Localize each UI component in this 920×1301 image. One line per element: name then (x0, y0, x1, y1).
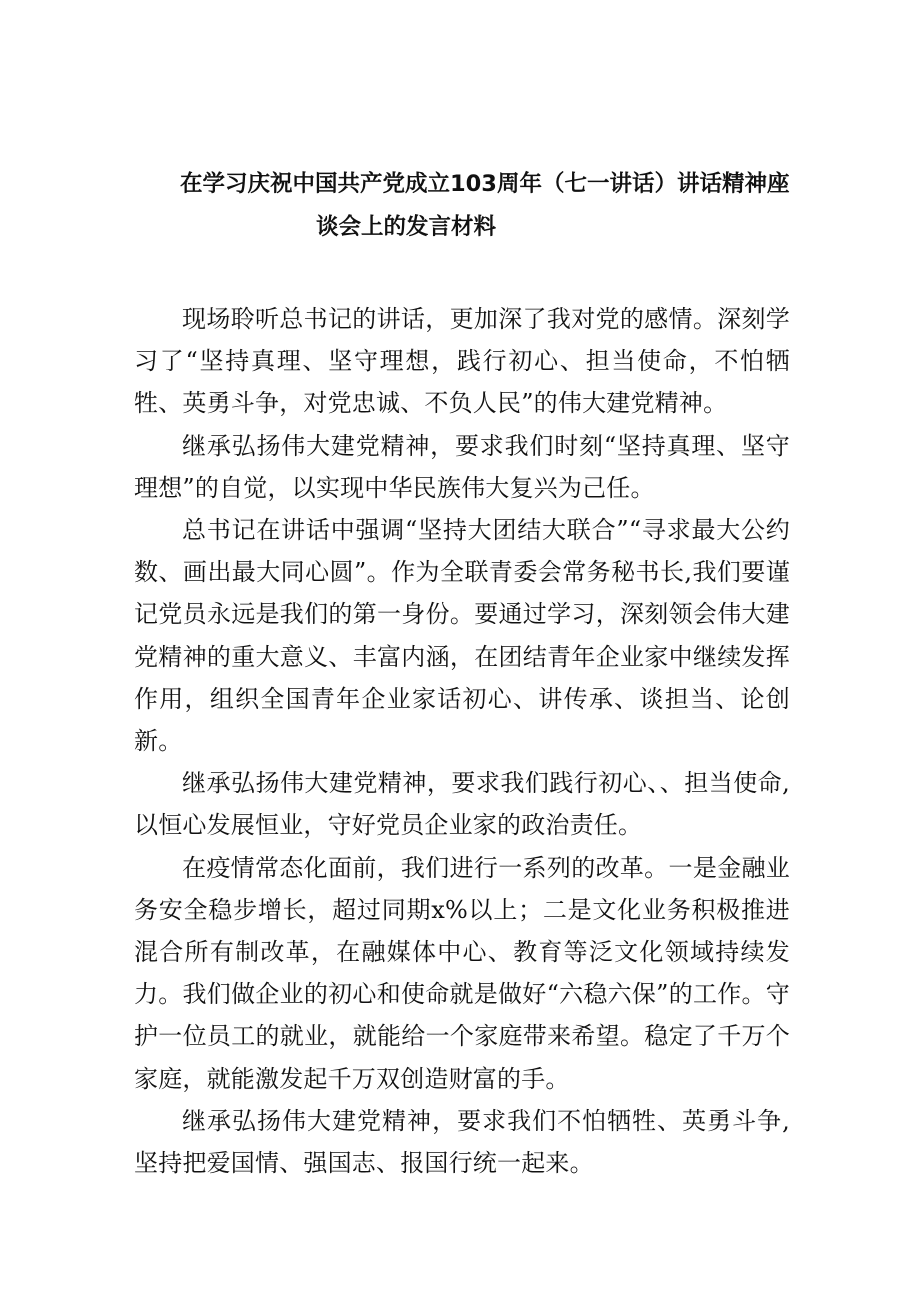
document-body (134, 298, 790, 1184)
paragraph-6: 继承弘扬伟大建党精神，要求我们不怕牺牲、英勇斗争,坚持把爱国情、强国志、报国行统一起来。 (134, 1106, 790, 1178)
paragraph-1: 现场聆听总书记的讲话，更加深了我对党的感情。深刻学习了“坚持真理、坚守理想，践行初心、担当使命，不怕牺牲、英勇斗争，对党忠诚、不负人民”的伟大建党精神。 (134, 305, 790, 418)
paragraph-5: 在疫情常态化面前，我们进行一系列的改革。一是金融业务安全稳步增长，超过同期x%以上；二是文化业务积极推进混合所有制改革，在融媒体中心、教育等泛文化领域持续发力。我们做企业的初心和使命就是做好“六稳六保”的工作。守护一位员工的就业，就能给一个家庭带来希望。稳定了千万个家庭，就能激发起千万双创造财富的手。 (134, 853, 790, 1093)
document-title (136, 163, 816, 249)
paragraph-2: 继承弘扬伟大建党精神，要求我们时刻“坚持真理、坚守理想”的自觉，以实现中华民族伟大复兴为己任。 (134, 431, 790, 502)
paragraph-4: 继承弘扬伟大建党精神，要求我们践行初心、、担当使命,以恒心发展恒业，守好党员企业家的政治责任。 (134, 769, 790, 840)
title-line-2: 谈会上的发言材料 (316, 214, 497, 240)
paragraph-3: 总书记在讲话中强调“坚持大团结大联合”“寻求最大公约数、画出最大同心圆”。作为全联青委会常务秘书长,我们要谨记党员永远是我们的第一身份。要通过学习，深刻领会伟大建党精神的重大意义、丰富内涵，在团结青年企业家中继续发挥作用，组织全国青年企业家话初心、讲传承、谈担当、论创新。 (134, 516, 790, 756)
title-line-1: 在学习庆祝中国共产党成立103周年（七一讲话）讲话精神座 (180, 171, 790, 197)
